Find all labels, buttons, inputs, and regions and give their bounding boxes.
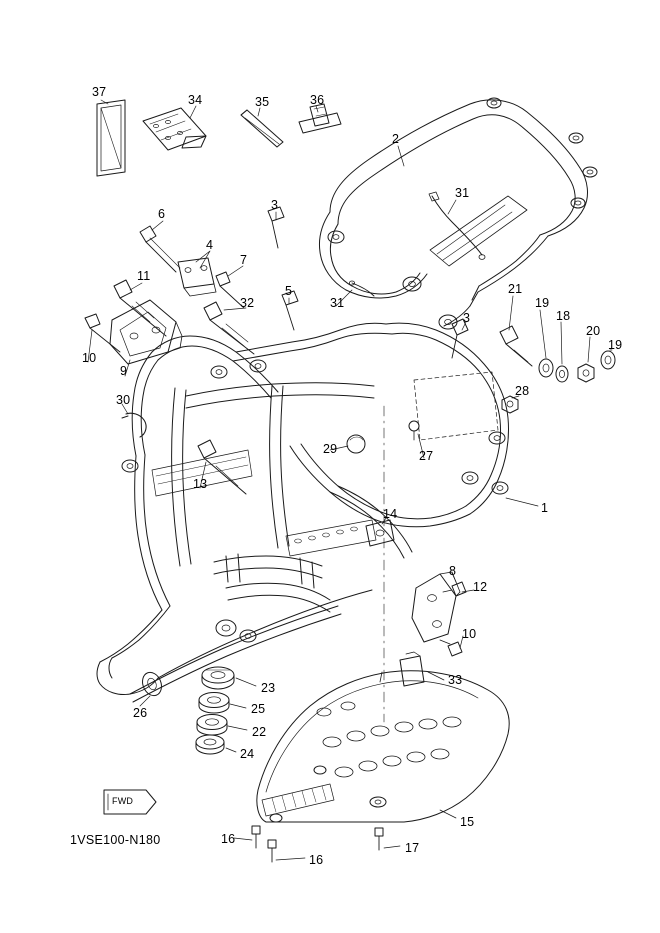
callout-27: 27	[419, 449, 434, 463]
part-4-bracket	[178, 258, 216, 296]
part-10-bolt-right	[440, 640, 462, 656]
callout-30: 30	[116, 393, 131, 407]
part-31-cable-lower	[349, 281, 374, 296]
callout-9: 9	[120, 364, 128, 378]
callout-13: 13	[193, 477, 208, 491]
callout-23: 23	[261, 681, 276, 695]
part-17-bolt	[375, 828, 383, 850]
callout-18: 18	[556, 309, 571, 323]
part-15-skid-plate	[257, 671, 509, 822]
callout-21: 21	[508, 282, 523, 296]
callout-4: 4	[206, 238, 214, 252]
callout-2: 2	[392, 132, 400, 146]
part-35-rod	[241, 110, 283, 147]
callout-33: 33	[448, 673, 463, 687]
part-22-bushing	[197, 715, 227, 736]
part-21-bolt	[500, 326, 532, 366]
callout-5: 5	[285, 284, 293, 298]
part-24-bushing	[196, 735, 224, 754]
callout-26: 26	[133, 706, 148, 720]
callout-19-left: 19	[535, 296, 550, 310]
part-36-strap	[299, 104, 341, 133]
callout-3-right: 3	[463, 311, 471, 325]
callout-1: 1	[541, 501, 549, 515]
callout-3-upper: 3	[271, 198, 279, 212]
part-25-bushing	[199, 693, 229, 714]
part-18-collar	[556, 366, 568, 382]
callout-24: 24	[240, 747, 255, 761]
part-30-clip	[122, 413, 146, 437]
callout-7: 7	[240, 253, 248, 267]
part-16-bolt-b	[268, 840, 276, 862]
callout-22: 22	[252, 725, 267, 739]
part-19-washer-left	[539, 359, 553, 377]
part-23-bushing	[202, 667, 234, 689]
part-16-bolt-a	[252, 826, 260, 848]
callout-19-right: 19	[608, 338, 623, 352]
callout-16-a: 16	[221, 832, 236, 846]
callout-28: 28	[515, 384, 530, 398]
part-29-knob	[347, 435, 365, 453]
callout-11: 11	[137, 269, 151, 283]
callout-17: 17	[405, 841, 420, 855]
callout-20: 20	[586, 324, 601, 338]
part-34-bracket	[143, 108, 206, 150]
callout-29: 29	[323, 442, 338, 456]
callout-31-upper: 31	[455, 186, 470, 200]
fwd-direction-label: FWD	[112, 796, 134, 806]
part-37-plate	[97, 100, 125, 176]
callout-34: 34	[188, 93, 203, 107]
part-20-nut	[578, 364, 594, 382]
callout-32: 32	[240, 296, 255, 310]
callout-36: 36	[310, 93, 325, 107]
part-19-washer-right	[601, 351, 615, 369]
callout-35: 35	[255, 95, 270, 109]
callout-12: 12	[473, 580, 488, 594]
callout-10-right: 10	[462, 627, 477, 641]
part-27-pin	[409, 421, 419, 440]
callout-16-b: 16	[309, 853, 324, 867]
callout-8: 8	[449, 564, 457, 578]
part-2-rear-subframe	[319, 98, 597, 329]
callout-37: 37	[92, 85, 107, 99]
callout-10-left: 10	[82, 351, 97, 365]
callout-14: 14	[383, 507, 398, 521]
callout-25: 25	[251, 702, 266, 716]
part-1-main-frame	[97, 323, 509, 702]
callout-31-lower: 31	[330, 296, 345, 310]
part-9-footrest-bracket	[110, 300, 182, 364]
part-12-bracket	[412, 572, 460, 642]
callout-6: 6	[158, 207, 166, 221]
part-code-label: 1VSE100-N180	[70, 833, 161, 847]
part-6-bolt	[140, 226, 180, 272]
callout-15: 15	[460, 815, 475, 829]
